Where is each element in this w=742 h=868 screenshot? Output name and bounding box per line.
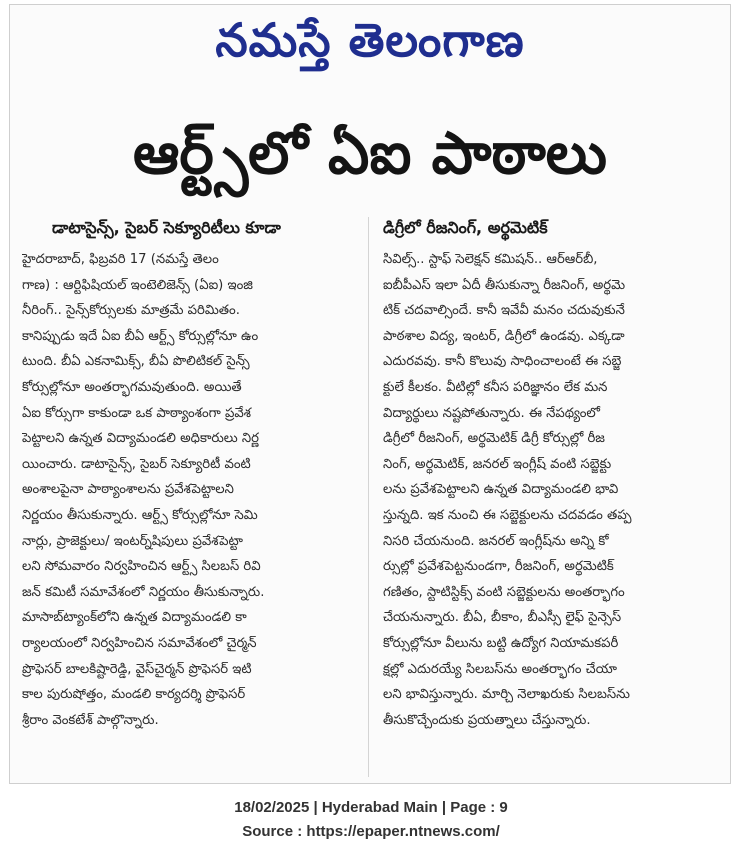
left-body-line: మాసాబ్‌ట్యాంక్‌లోని ఉన్నత విద్యామండలి కా [22,610,247,626]
right-column [383,213,723,733]
left-body-line: నీరింగ్.. సైన్స్‌కోర్సులకు మాత్రమే పరిమితం. [22,303,240,319]
left-body-line: గాణ) : ఆర్టిఫిషియల్ ఇంటెలిజెన్స్ (ఏఐ) ఇంజి [22,277,253,293]
right-body-line: నింగ్, అర్థమెటిక్, జనరల్ ఇంగ్లీష్ వంటి సబ్జెక్టు [383,456,612,472]
left-subhead: డాటాసైన్స్, సైబర్ సెక్యూరిటీలు కూడా [52,218,281,237]
right-body-line: ఐబీపీఎస్ ఇలా ఏదీ తీసుకున్నా రీజనింగ్, అర్థమె [383,277,626,293]
left-column [22,213,357,733]
left-body-line: హైదరాబాద్, ఫిబ్రవరి 17 (నమస్తే తెలం [22,252,219,267]
right-body-line: ర్సుల్లో ప్రవేశపెట్టనుండగా, రీజనింగ్, అర్థమెటిక్ [383,559,614,575]
right-body-line: తీసుకొచ్చేందుకు ప్రయత్నాలు చేస్తున్నారు. [383,712,591,728]
left-body-line: ర్యాలయంలో నిర్వహించిన సమావేశంలో చైర్మన్ [22,635,257,651]
right-body-line: సివిల్స్.. స్టాఫ్ సెలెక్షన్ కమిషన్.. ఆర్‌ఆర్‌బీ, [383,252,598,267]
left-body-line: నిర్ణయం తీసుకున్నారు. ఆర్ట్స్ కోర్సుల్లోనూ సెమి [22,507,258,523]
left-body-line: టుంది. బీఏ ఎకనామిక్స్, బీఏ పొలిటికల్ సైన్స్ [22,354,250,370]
left-body-line: శ్రీరాం వెంకటేశ్ పాల్గొన్నారు. [22,712,159,728]
left-body [22,247,357,733]
newspaper-clipping [9,4,731,784]
right-body-line: టిక్ చదవాల్సిందే. కానీ ఇవేవీ మనం చదువుకునే [383,303,625,319]
left-body-line: లని సోమవారం నిర్వహించిన ఆర్ట్స్ సిలబస్ రివి [22,559,261,575]
left-body-line: అంశాలపైనా పాఠ్యాంశాలను ప్రవేశపెట్టాలని [22,482,234,498]
left-body-line: కాల పురుషోత్తం, మండలి కార్యదర్శి ప్రొఫెసర్ [22,687,246,703]
right-body-line: డిగ్రీలో రీజనింగ్, అర్థమెటిక్ డిగ్రీ కోర్సుల్లో రీజ [383,431,605,447]
right-body-line: క్షల్లో ఎదురయ్యే సిలబస్‌ను అంతర్భాగం చేయా [383,661,617,677]
left-body-line: యించారు. డాటాసైన్స్, సైబర్ సెక్యూరిటీ వంటి [22,456,251,472]
left-body-line: ప్రొఫెసర్ బాలకిష్టారెడ్డి, వైస్‌చైర్మన్ ప్రొఫెసర్ ఇటి [22,661,252,677]
left-body-line: నార్లు, ప్రాజెక్టులు/ ఇంటర్న్‌షిపులు ప్రవేశపెట్టా [22,533,243,549]
footer-date-edition: 18/02/2025 | Hyderabad Main | Page : 9 [234,799,508,816]
right-body-line: విద్యార్థులు నష్టపోతున్నారు. ఈ నేపథ్యంలో [383,405,600,421]
left-body-line: ఏఐ కోర్సుగా కాకుండా ఒక పాఠ్యాంశంగా ప్రవేశ [22,405,252,421]
right-body-line: లని భావిస్తున్నారు. మార్చి నెలాఖరుకు సిలబస్‌ను [383,687,630,703]
left-body-line: కోర్సుల్లోనూ అంతర్భాగమవుతుంది. అయితే [22,379,242,395]
left-body-line: పెట్టాలని ఉన్నత విద్యామండలి అధికారులు నిర్ణ [22,431,259,447]
article-headline: ఆర్ట్స్‌లో ఏఐ పాఠాలు [133,119,607,187]
right-body-line: ఎదురవవు. కానీ కొలువు సాధించాలంటే ఈ సబ్జె [383,354,622,370]
right-body-line: లను ప్రవేశపెట్టాలని ఉన్నత విద్యామండలి భావి [383,482,619,498]
footer-source-link[interactable]: Source : https://epaper.ntnews.com/ [242,823,500,840]
column-divider [368,217,369,777]
right-body-line: గణితం, స్టాటిస్టిక్స్ వంటి సబ్జెక్టులను అంతర్భాగం [383,584,625,600]
source-footer [0,796,742,844]
right-body-line: కోర్సుల్లోనూ వీలును బట్టి ఉద్యోగ నియామకపరీ [383,635,619,651]
right-subhead: డిగ్రీలో రీజనింగ్, అర్థమెటిక్ [383,218,548,237]
right-body [383,247,723,733]
left-body-line: కానిప్పుడు ఇదే ఏఐ బీఏ ఆర్ట్స్ కోర్సుల్లోనూ ఉం [22,328,259,344]
right-body-line: పాఠశాల విద్య, ఇంటర్, డిగ్రీలో ఉండవు. ఎక్కడా [383,328,625,344]
masthead-logo: నమస్తే తెలంగాణ [215,13,525,67]
right-body-line: స్తున్నది. ఇక నుంచి ఈ సబ్జెక్టులను చదవడం తప్ప [383,507,632,523]
right-body-line: క్టులే కీలకం. వీటిల్లో కనీస పరిజ్ఞానం లేక మన [383,379,608,395]
right-body-line: నిసరి చేయనుంది. జనరల్ ఇంగ్లీష్‌ను అన్ని కో [383,533,609,549]
right-body-line: చేయనున్నారు. బీఏ, బీకాం, బీఎస్సీ లైఫ్ సైన్సెస్ [383,610,622,626]
left-body-line: జన్ కమిటీ సమావేశంలో నిర్ణయం తీసుకున్నారు. [22,584,265,600]
